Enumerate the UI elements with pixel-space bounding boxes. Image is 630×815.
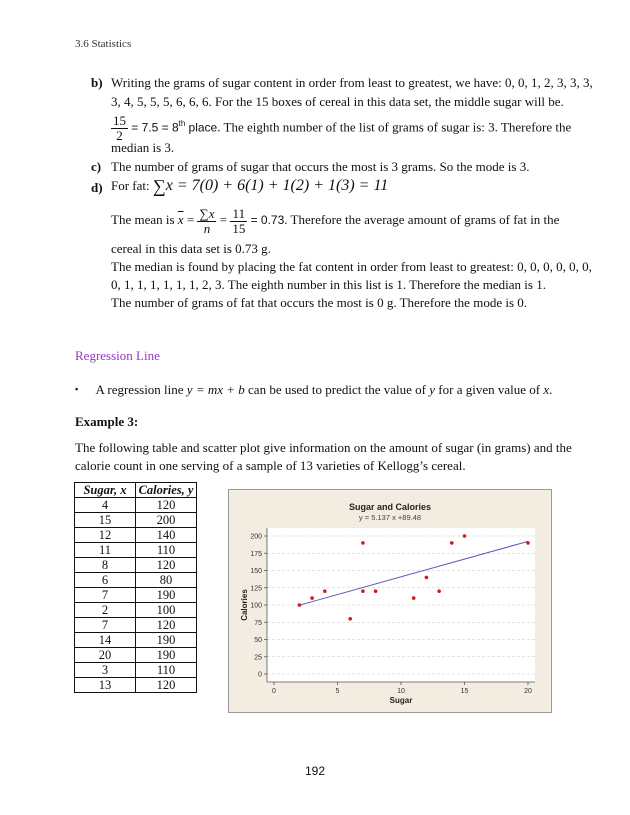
sigma-symbol: ∑ [152, 176, 166, 196]
chart-subtitle: y = 5.137 x +89.48 [358, 513, 422, 522]
header-calories: Calories, y [136, 483, 197, 498]
x-tick-label: 5 [335, 688, 340, 695]
scatter-point [323, 589, 327, 593]
table-row [75, 498, 197, 513]
y-tick-label: 125 [250, 585, 262, 593]
table-row [75, 663, 197, 678]
scatter-point [374, 589, 378, 593]
bullet-mid: can be used to predict the value of [244, 382, 430, 397]
sum-equation: x = 7(0) + 6(1) + 1(2) + 1(3) = 11 [165, 177, 389, 194]
cell-calories: 120 [136, 678, 197, 693]
scatter-point [361, 589, 365, 593]
fraction-11-over-15 [230, 207, 247, 236]
scatter-point [412, 596, 416, 600]
chart-title: Sugar and Calories [348, 502, 432, 512]
cell-sugar: 14 [75, 633, 136, 648]
cell-calories: 200 [136, 513, 197, 528]
bullet-formula: y = mx + b [186, 382, 245, 397]
x-tick-label: 10 [397, 688, 405, 695]
y-tick-label: 200 [250, 533, 262, 541]
cell-calories: 120 [136, 558, 197, 573]
y-tick-label: 175 [250, 550, 262, 558]
table-row [75, 603, 197, 618]
equation-text: = 7.5 = 8 [131, 120, 179, 135]
scatter-point [526, 541, 530, 545]
bullet-y: y [429, 382, 436, 397]
scatter-point [310, 596, 314, 600]
y-tick-label: 0 [258, 671, 262, 679]
cell-calories: 140 [136, 528, 197, 543]
y-tick-label: 50 [254, 637, 262, 644]
cell-sugar: 7 [75, 588, 136, 603]
part-d-sum-line [111, 178, 388, 194]
scatter-point [348, 617, 352, 621]
y-tick-label: 100 [250, 602, 262, 610]
mean-after-text: . Therefore the average amount of grams of fat in the [284, 212, 560, 227]
cell-sugar: 13 [75, 678, 136, 693]
bullet-end: . [549, 382, 553, 397]
part-d-line5: 0, 1, 1, 1, 1, 1, 1, 2, 3. The eighth number in this list is 1. Therefore the median is 1. [111, 277, 546, 292]
fraction-sum-x-over-n [197, 207, 216, 236]
part-d-line6: The number of grams of fat that occurs the most is 0 g. Therefore the mode is 0. [111, 295, 528, 310]
y-tick-label: 75 [254, 619, 262, 627]
cell-sugar: 8 [75, 558, 136, 573]
cell-calories: 190 [136, 633, 197, 648]
scatter-point [437, 589, 441, 593]
cell-sugar: 4 [75, 498, 136, 513]
bullet-regression-line [75, 382, 552, 398]
cell-calories: 190 [136, 648, 197, 663]
part-c-label: c) [91, 159, 102, 174]
cell-calories: 110 [136, 543, 197, 558]
part-d-label: d) [91, 180, 103, 195]
cell-sugar: 3 [75, 663, 136, 678]
x-tick-label: 15 [460, 688, 469, 695]
scatter-point [450, 541, 454, 545]
cell-sugar: 20 [75, 648, 136, 663]
fraction-denominator: 2 [116, 127, 123, 143]
part-b-line4: median is 3. [111, 140, 175, 155]
cell-calories: 120 [136, 498, 197, 513]
table-row [75, 528, 197, 543]
cell-calories: 120 [136, 618, 197, 633]
table-row [75, 543, 197, 558]
part-b-line1: Writing the grams of sugar content in order from least to greatest, we have: 0, 0, 1, 2, 3, 3, 3, [111, 75, 593, 90]
part-b-line3 [111, 110, 571, 143]
y-axis-label: Calories [240, 589, 249, 621]
cell-calories: 190 [136, 588, 197, 603]
page-number: 192 [304, 764, 326, 778]
scatter-point [463, 534, 467, 538]
mean-equals: = [186, 212, 195, 227]
fraction-numerator: 11 [230, 207, 247, 222]
cell-calories: 100 [136, 603, 197, 618]
y-tick-label: 150 [250, 568, 262, 575]
y-tick-label: 25 [254, 654, 262, 662]
cell-sugar: 2 [75, 603, 136, 618]
cell-sugar: 6 [75, 573, 136, 588]
fraction-denominator: n [203, 220, 211, 236]
table-row [75, 648, 197, 663]
intro-line1: The following table and scatter plot give information on the amount of sugar (in grams) and the [75, 440, 572, 455]
mean-result: = 0.73 [250, 213, 285, 227]
cell-calories: 110 [136, 663, 197, 678]
part-b-after-place: . The eighth number of the list of grams of sugar is: 3. Therefore the [217, 119, 572, 135]
part-d-line4: The median is found by placing the fat content in order from least to greatest: 0, 0, 0, 0, 0, 0, [111, 259, 592, 274]
header-sugar: Sugar, x [75, 483, 136, 498]
bullet-x: x [543, 382, 550, 397]
table-row [75, 558, 197, 573]
scatter-chart-panel [228, 489, 552, 713]
cell-sugar: 15 [75, 513, 136, 528]
sugar-calories-table [74, 482, 197, 693]
cell-calories: 80 [136, 573, 197, 588]
x-tick-label: 20 [524, 688, 532, 695]
part-c-text: The number of grams of sugar that occurs the most is 3 grams. So the mode is 3. [111, 159, 530, 174]
bullet-pre: A regression line [95, 382, 187, 397]
x-tick-label: 0 [272, 688, 276, 695]
table-row [75, 678, 197, 693]
table-row [75, 633, 197, 648]
fraction-15-over-2 [111, 114, 128, 143]
superscript: th [178, 119, 186, 128]
scatter-point [298, 603, 302, 607]
for-fat-text: For fat: [111, 178, 150, 193]
example-title: Example 3: [75, 414, 139, 429]
x-axis-label: Sugar [389, 696, 413, 705]
page-header: 3.6 Statistics [75, 38, 132, 50]
cell-sugar: 7 [75, 618, 136, 633]
intro-line2: calorie count in one serving of a sample of 13 varieties of Kellogg’s cereal. [75, 458, 466, 473]
table-row [75, 513, 197, 528]
mean-is-text: The mean is [111, 212, 175, 227]
part-d-mean-line: The mean is $\overline{x}$ = $\frac{\sum x}{n}$ = $\frac{11}{15}$ = 0.73. Therefore the average amount of grams of fat in the [111, 205, 560, 236]
bullet-mid2: for a given value of [435, 382, 544, 397]
scatter-point [361, 541, 365, 545]
x-bar: $\overline{x}$ [177, 212, 184, 227]
place-text: place [188, 120, 218, 135]
part-d-line3: cereal in this data set is 0.73 g. [111, 241, 271, 256]
scatter-chart [229, 490, 551, 712]
scatter-point [425, 576, 429, 580]
table-row [75, 588, 197, 603]
cell-sugar: 11 [75, 543, 136, 558]
part-b-line2: 3, 4, 5, 5, 5, 6, 6, 6. For the 15 boxes of cereal in this data set, the middle sugar will be. [111, 94, 564, 109]
section-heading: Regression Line [75, 348, 160, 363]
fraction-numerator: 15 [113, 112, 126, 128]
table-row [75, 618, 197, 633]
part-b-label: b) [91, 75, 103, 90]
fraction-denominator: 15 [232, 220, 246, 236]
table-header-row [75, 483, 197, 498]
fraction-numerator: ∑x [199, 205, 215, 221]
table-row [75, 573, 197, 588]
cell-sugar: 12 [75, 528, 136, 543]
bullet-symbol: ▪ [75, 384, 79, 394]
